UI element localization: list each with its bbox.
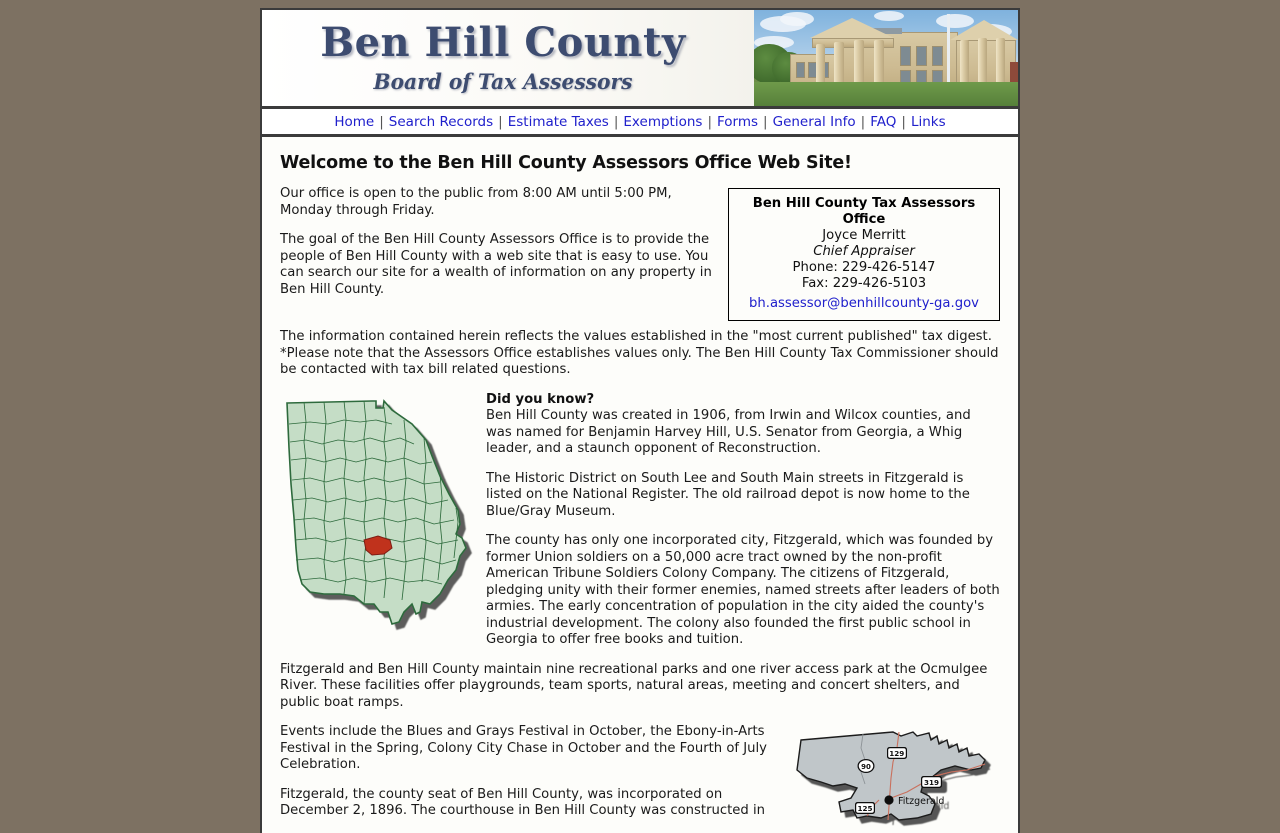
- svg-text:129: 129: [889, 749, 905, 759]
- paragraph-disclaimer: The information contained herein reflects the values established in the "most current published" tax digest. *Please note that the Assessors Office establishes values only. The Ben Hill County Tax Commissioner should be contacted with tax bill related questions.: [280, 329, 999, 377]
- site-frame: [260, 8, 1020, 137]
- contact-phone: Phone: 229-426-5147: [792, 260, 936, 275]
- page-wrapper: [260, 8, 1020, 833]
- contact-info-box: [728, 188, 1000, 321]
- svg-text:125: 125: [857, 804, 873, 814]
- masthead-title-block: [262, 10, 754, 106]
- paragraph-history-created: Ben Hill County was created in 1906, from Irwin and Wilcox counties, and was named for Benjamin Harvey Hill, U.S. Senator from Georgia, a Whig leader, and a staunch opponent of Reconstruction.: [486, 408, 971, 456]
- main-content: [260, 137, 1020, 833]
- page-title: Welcome to the Ben Hill County Assessors Office Web Site!: [280, 153, 852, 173]
- contact-person-title: Chief Appraiser: [813, 244, 915, 259]
- nav-separator: |: [763, 114, 768, 130]
- nav-separator: |: [498, 114, 503, 130]
- fitzgerald-city-dot: [884, 795, 893, 804]
- site-masthead: [262, 10, 1018, 106]
- events-section: [280, 724, 1000, 833]
- history-section: [280, 392, 1000, 662]
- nav-item-faq[interactable]: FAQ: [870, 114, 897, 130]
- nav-separator: |: [379, 114, 384, 130]
- nav-separator: |: [860, 114, 866, 130]
- photo-lawn: [754, 82, 1018, 106]
- contact-person-name: Joyce Merritt: [822, 228, 906, 243]
- nav-item-estimate-taxes[interactable]: Estimate Taxes: [507, 114, 609, 130]
- contact-fax: Fax: 229-426-5103: [801, 276, 927, 291]
- main-navigation: [262, 109, 1018, 134]
- nav-separator: |: [901, 114, 906, 130]
- paragraph-office-hours: Our office is open to the public from 8:00 AM until 5:00 PM, Monday through Friday.: [280, 186, 672, 218]
- courthouse-photo: [754, 10, 1018, 106]
- fitzgerald-label: Fitzgerald: [898, 796, 945, 807]
- nav-item-general-info[interactable]: General Info: [772, 114, 856, 130]
- paragraph-county-seat: Fitzgerald, the county seat of Ben Hill County, was incorporated on December 2, 1896. The courthouse in Ben Hill County was constructed in: [280, 786, 765, 818]
- nav-item-exemptions[interactable]: Exemptions: [623, 114, 703, 130]
- nav-item-forms[interactable]: Forms: [717, 114, 759, 130]
- svg-text:319: 319: [923, 778, 940, 788]
- nav-item-links[interactable]: Links: [910, 114, 946, 130]
- highway-shield-129: [887, 747, 907, 759]
- paragraph-parks: Fitzgerald and Ben Hill County maintain nine recreational parks and one river access park at the Ocmulgee River. These facilities offer playgrounds, team sports, natural areas, meeting and concert shelters, and public boat ramps.: [280, 661, 988, 710]
- highway-shield-125: [855, 802, 875, 814]
- georgia-state-map: [280, 398, 476, 636]
- georgia-map-svg: [280, 398, 476, 636]
- did-you-know-heading: Did you know?: [486, 391, 595, 407]
- county-map-svg: [795, 730, 1000, 828]
- contact-email-link[interactable]: bh.assessor@benhillcounty-ga.gov: [749, 296, 979, 311]
- nav-separator: |: [613, 114, 619, 130]
- svg-text:90: 90: [861, 762, 871, 771]
- highway-shield-319: [921, 776, 942, 788]
- paragraph-events: Events include the Blues and Grays Festival in October, the Ebony-in-Arts Festival in the Spring, Colony City Chase in October and the Fourth of July Celebration.: [280, 724, 767, 772]
- nav-separator: |: [707, 114, 712, 130]
- site-title: Ben Hill County: [320, 19, 686, 66]
- nav-item-search-records[interactable]: Search Records: [388, 114, 494, 130]
- highway-shield-90: [858, 759, 875, 773]
- ben-hill-county-map: [795, 730, 1000, 828]
- paragraph-incorporated-city: The county has only one incorporated city, Fitzgerald, which was founded by former Union soldiers on a 50,000 acre tract owned by the non-profit American Tribune Soldiers Colony Company. The citizens of Fitzgerald, pledging unity with their former enemies, named streets after leaders of both armies. The early concentration of population in the city aided the county's industrial development. The colony also founded the first public school in Georgia to offer free books and tuition.: [486, 533, 1000, 647]
- contact-office-name: Ben Hill County Tax Assessors Office: [752, 196, 976, 227]
- paragraph-goal: The goal of the Ben Hill County Assessors Office is to provide the people of Ben Hill County with a web site that is easy to use. You can search our site for a wealth of information on any property in Ben Hill County.: [280, 232, 712, 297]
- nav-item-home[interactable]: Home: [334, 114, 375, 130]
- paragraph-historic-district: The Historic District on South Lee and South Main streets in Fitzgerald is listed on the National Register. The old railroad depot is now home to the Blue/Gray Museum.: [486, 470, 970, 519]
- site-subtitle: Board of Tax Assessors: [373, 69, 633, 94]
